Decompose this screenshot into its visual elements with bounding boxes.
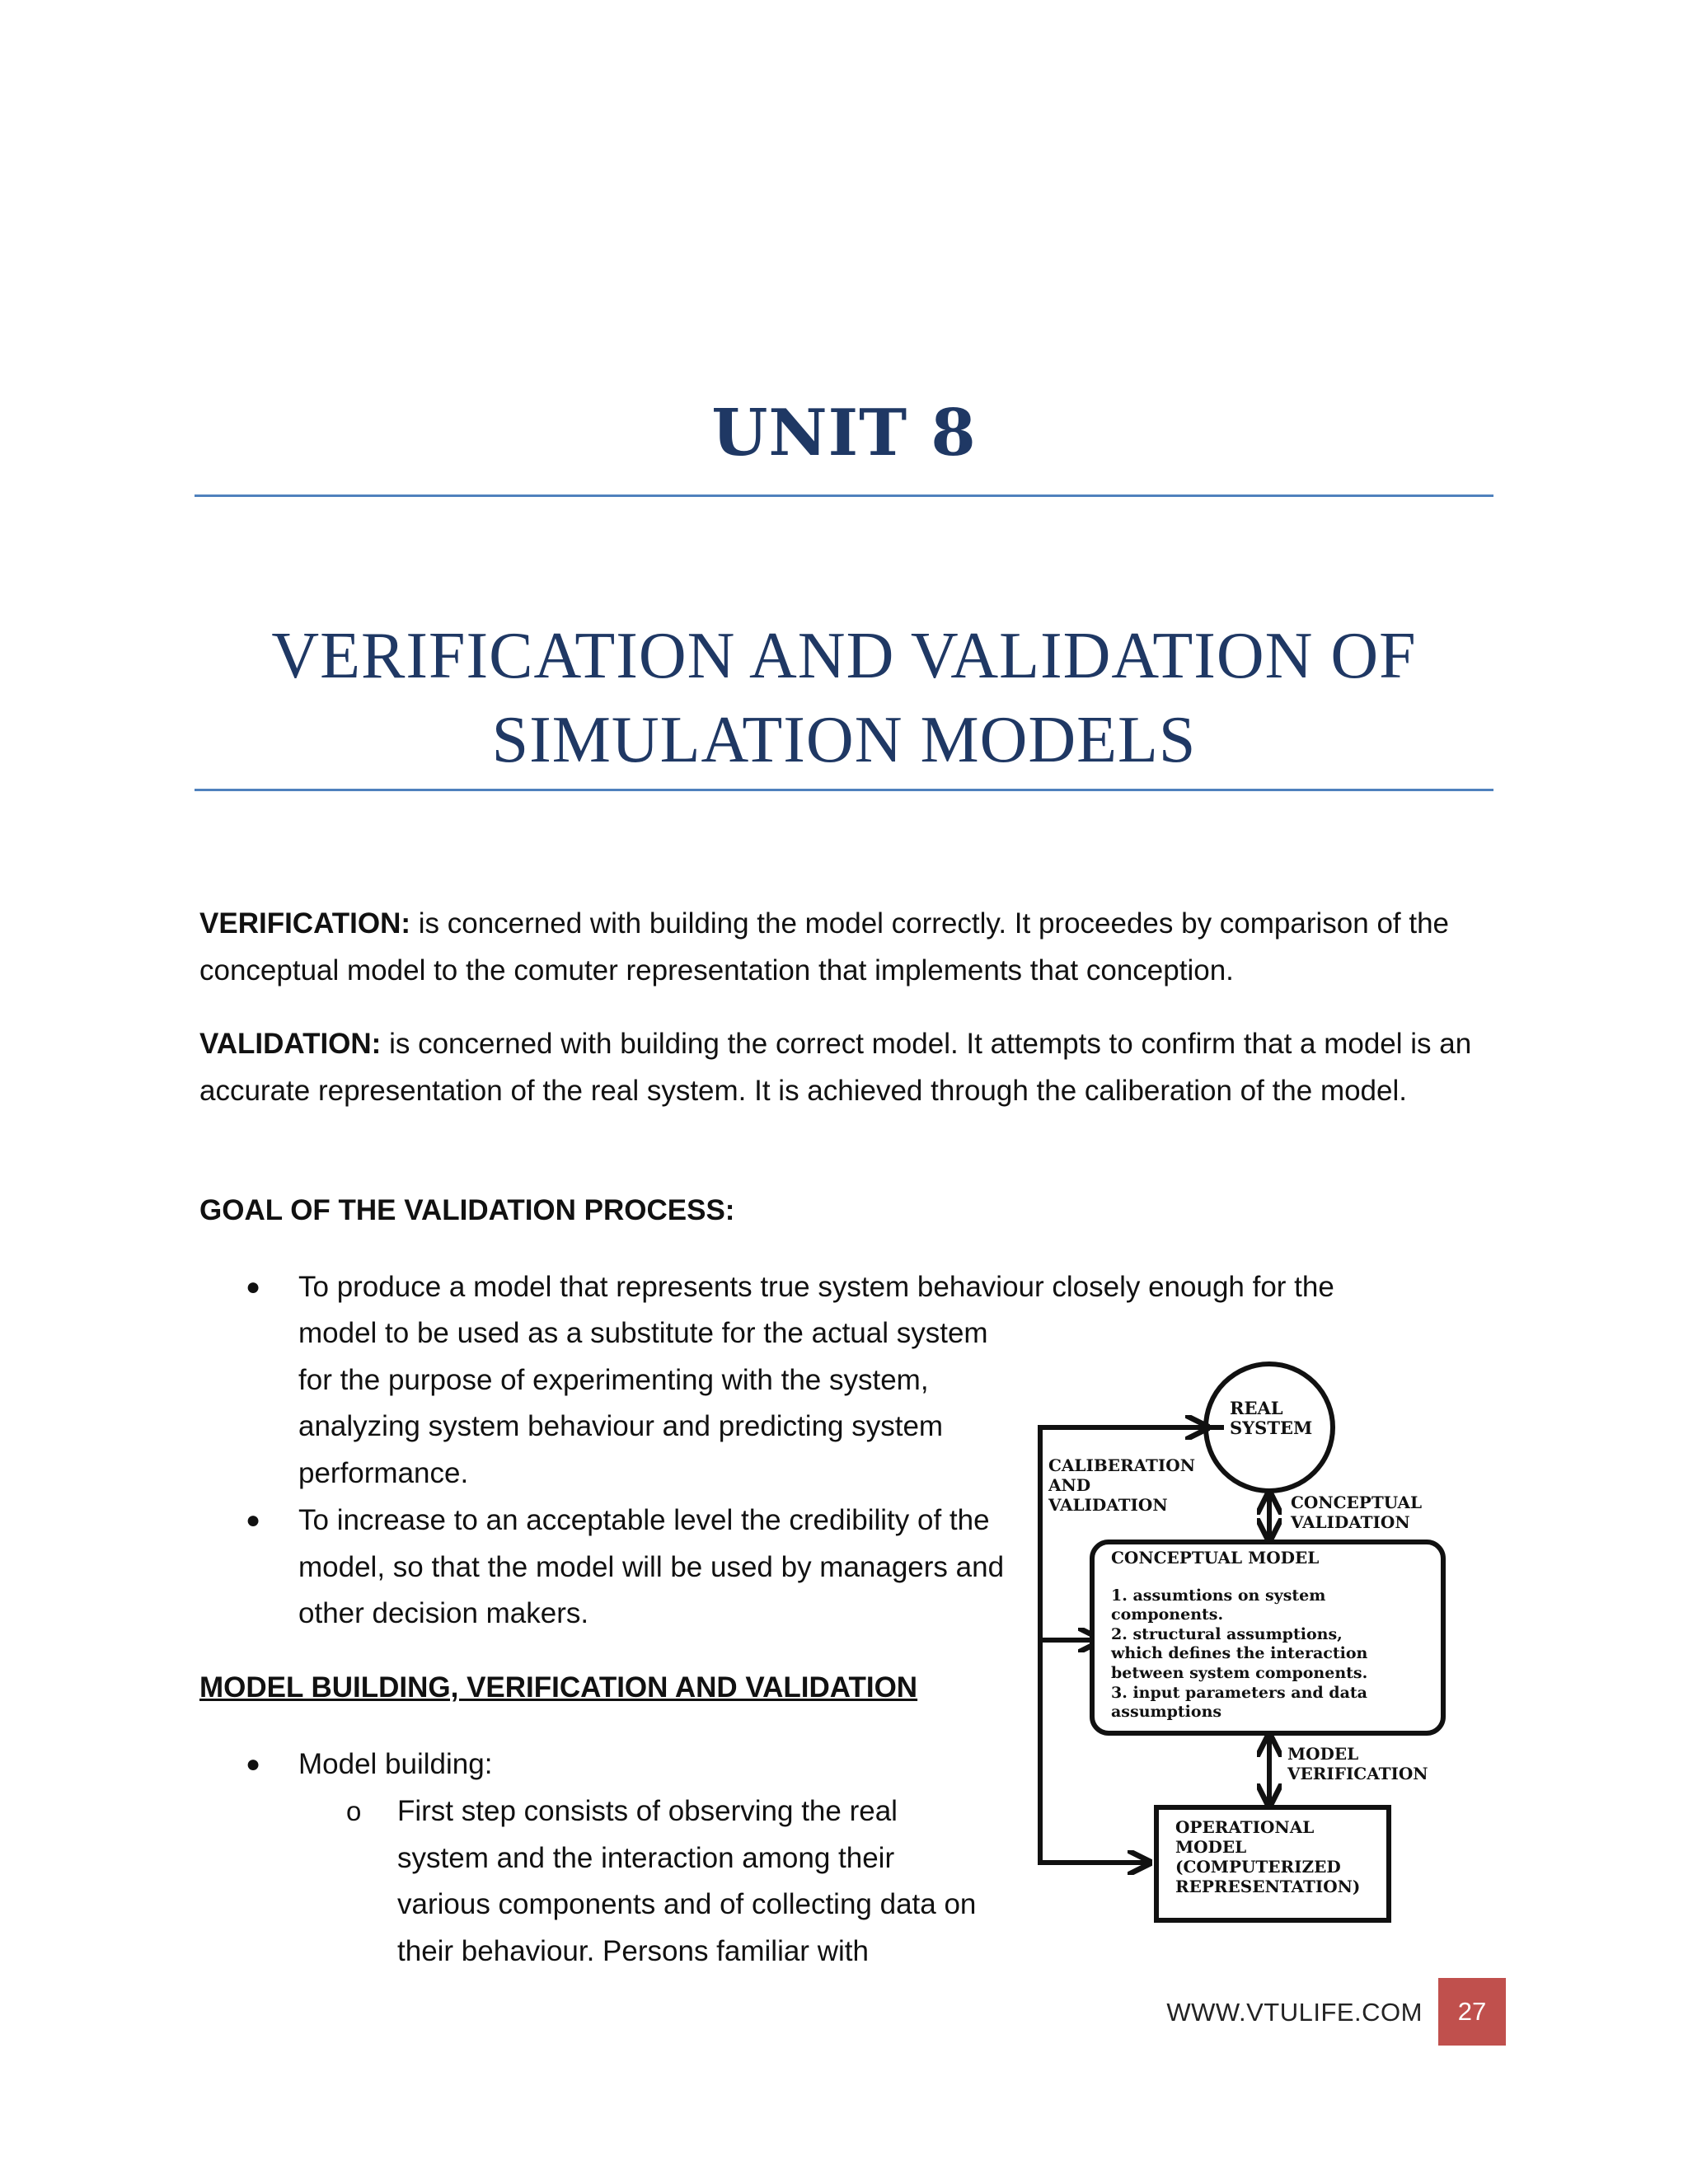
- chapter-title-line-2: SIMULATION MODELS: [491, 704, 1197, 776]
- model-validation-diagram: [1030, 1352, 1459, 1929]
- conceptual-model-line-6: 3. input parameters and data: [1111, 1684, 1367, 1702]
- bullet-dot-icon: ●: [246, 1750, 261, 1778]
- calibration-label-3: VALIDATION: [1048, 1495, 1168, 1515]
- bullet-dot-icon: ●: [246, 1507, 261, 1534]
- operational-model-label-3: (COMPUTERIZED: [1175, 1857, 1341, 1877]
- validation-label: VALIDATION:: [199, 1028, 382, 1060]
- real-system-label-1: REAL: [1230, 1398, 1283, 1418]
- title-rule-bottom: [195, 789, 1493, 791]
- unit-title: UNIT 8: [711, 396, 977, 471]
- footer-website: WWW.VTULIFE.COM: [1166, 1998, 1423, 2027]
- model-verification-label-1: MODEL: [1287, 1744, 1359, 1764]
- conceptual-model-line-3: 2. structural assumptions,: [1111, 1625, 1343, 1643]
- conceptual-model-line-5: between system components.: [1111, 1664, 1368, 1682]
- verification-label: VERIFICATION:: [199, 907, 411, 940]
- title-rule-top: [195, 494, 1493, 497]
- goal-bullet-1-rest: model to be used as a substitute for the actual system for the purpose of experimenting with the system, analyzing system behaviour and predicting system performance.: [298, 1317, 988, 1489]
- validation-text: is concerned with building the correct model. It attempts to confirm that a model is an accurate representation of the real system. It is achieved through the caliberation of the model.: [199, 1028, 1472, 1107]
- conceptual-model-line-2: components.: [1111, 1605, 1224, 1624]
- validation-paragraph: [199, 1021, 1493, 1114]
- model-building-heading: MODEL BUILDING, VERIFICATION AND VALIDATION: [199, 1671, 918, 1704]
- calibration-label-1: CALIBERATION: [1048, 1455, 1195, 1475]
- conceptual-model-line-7: assumptions: [1111, 1703, 1222, 1721]
- operational-model-label-4: REPRESENTATION): [1175, 1877, 1361, 1896]
- operational-model-label-2: MODEL: [1175, 1837, 1247, 1857]
- verification-paragraph: [199, 901, 1493, 994]
- goal-bullet-2: To increase to an acceptable level the credibility of the model, so that the model will be used by managers and other decision makers.: [298, 1504, 1005, 1629]
- model-verification-label-2: VERIFICATION: [1287, 1764, 1428, 1783]
- bullet-dot-icon: ●: [246, 1273, 261, 1301]
- conceptual-validation-label-2: VALIDATION: [1291, 1512, 1410, 1532]
- real-system-label-2: SYSTEM: [1230, 1418, 1313, 1438]
- conceptual-model-line-4: which defines the interaction: [1111, 1644, 1368, 1662]
- calibration-label-2: AND: [1048, 1475, 1091, 1495]
- model-building-sub-bullet: First step consists of observing the real system and the interaction among their various components and of collecting data on their behaviour. Persons familiar with: [397, 1795, 977, 1967]
- conceptual-validation-label-1: CONCEPTUAL: [1291, 1493, 1423, 1512]
- operational-model-label-1: OPERATIONAL: [1175, 1817, 1315, 1837]
- chapter-title-line-1: VERIFICATION AND VALIDATION OF: [271, 620, 1417, 692]
- goal-bullet-1-line-1: To produce a model that represents true system behaviour closely enough for the: [298, 1271, 1334, 1303]
- sub-bullet-circle-icon: o: [346, 1796, 362, 1826]
- chapter-title: [195, 614, 1493, 782]
- conceptual-model-line-1: 1. assumtions on system: [1111, 1586, 1326, 1605]
- goal-heading: GOAL OF THE VALIDATION PROCESS:: [199, 1194, 735, 1226]
- conceptual-model-title: CONCEPTUAL MODEL: [1111, 1548, 1320, 1568]
- page-number-badge: 27: [1438, 1978, 1506, 2046]
- verification-text: is concerned with building the model correctly. It proceedes by comparison of the conceptual model to the comuter representation that implements that conception.: [199, 907, 1450, 987]
- model-building-bullet: Model building:: [298, 1748, 493, 1780]
